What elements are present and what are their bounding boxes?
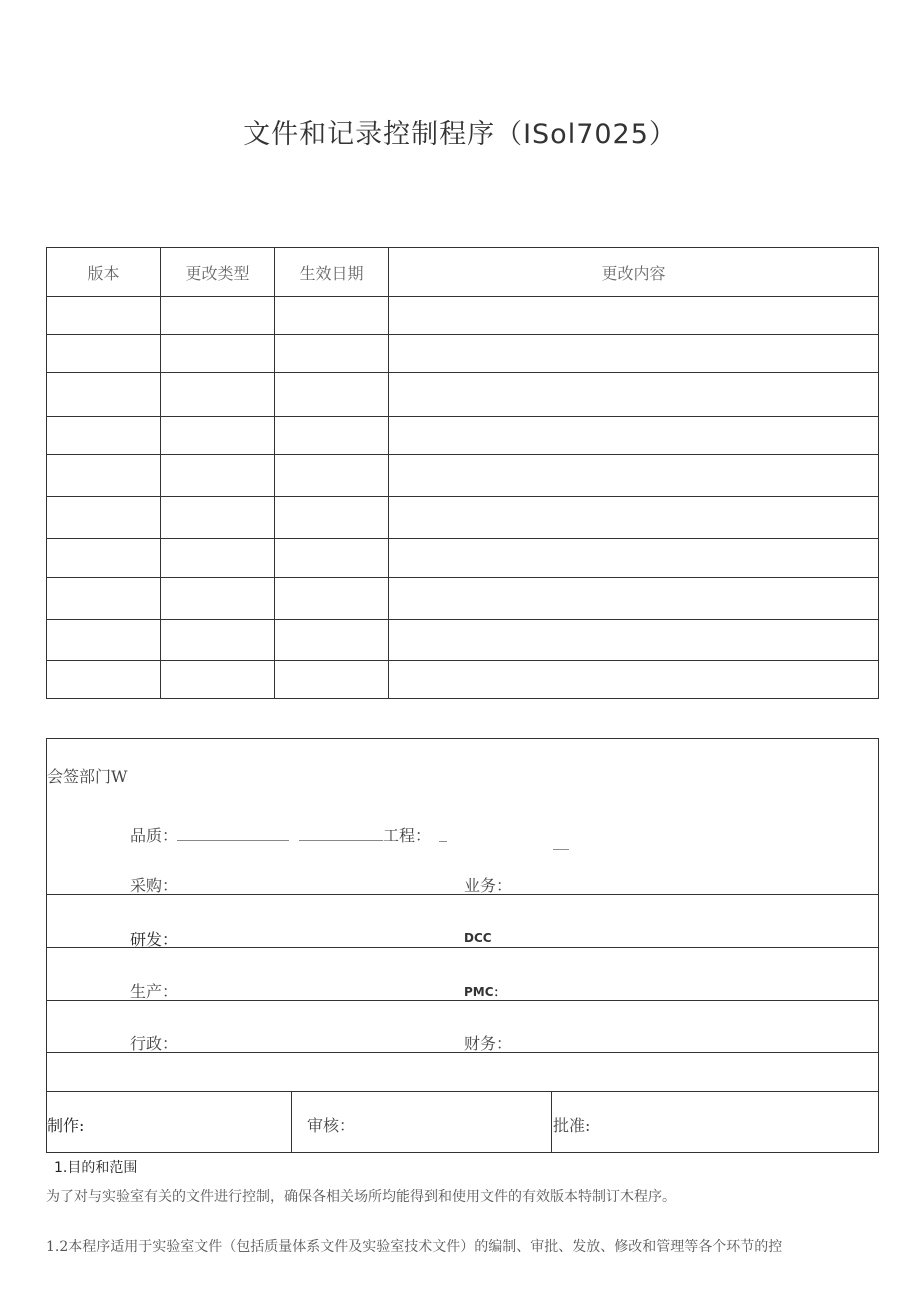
revision-cell[interactable] <box>275 620 389 661</box>
revision-cell[interactable] <box>275 417 389 455</box>
revision-row <box>47 335 879 373</box>
trailing-mark: __ <box>553 831 569 850</box>
section-heading: 1.目的和范围 <box>54 1160 138 1176</box>
revision-cell[interactable] <box>161 373 275 417</box>
revision-row <box>47 373 879 417</box>
production-label: 生产： <box>130 982 179 1001</box>
engineering-mark: _ <box>439 823 447 842</box>
revision-cell[interactable] <box>275 297 389 335</box>
revision-cell[interactable] <box>47 297 161 335</box>
finance-label: 财务： <box>464 1034 513 1053</box>
header-change-content: 更改内容 <box>389 248 879 297</box>
quality-signature-line[interactable] <box>177 840 289 841</box>
revision-cell[interactable] <box>389 661 879 699</box>
section-paragraph: 1.2本程序适用于实验室文件（包括质量体系文件及实验室技术文件）的编制、审批、发放、修改和管理等各个环节的控 <box>46 1239 783 1255</box>
revision-row <box>47 578 879 620</box>
revision-cell[interactable] <box>47 539 161 578</box>
revision-cell[interactable] <box>161 539 275 578</box>
revision-cell[interactable] <box>47 620 161 661</box>
approved-by-label: 批准: <box>553 1116 591 1135</box>
admin-label: 行政： <box>130 1034 179 1053</box>
revision-row <box>47 620 879 661</box>
revision-cell[interactable] <box>161 455 275 497</box>
header-change-type: 更改类型 <box>161 248 275 297</box>
revision-cell[interactable] <box>161 497 275 539</box>
revision-cell[interactable] <box>47 661 161 699</box>
revision-table <box>46 247 879 699</box>
revision-cell[interactable] <box>47 373 161 417</box>
revision-cell[interactable] <box>161 417 275 455</box>
revision-cell[interactable] <box>389 455 879 497</box>
revision-cell[interactable] <box>47 497 161 539</box>
revision-cell[interactable] <box>47 455 161 497</box>
header-version: 版本 <box>47 248 161 297</box>
revision-row <box>47 497 879 539</box>
revision-cell[interactable] <box>161 620 275 661</box>
revision-cell[interactable] <box>389 620 879 661</box>
revision-cell[interactable] <box>275 497 389 539</box>
revision-cell[interactable] <box>389 497 879 539</box>
revision-cell[interactable] <box>389 373 879 417</box>
revision-cell[interactable] <box>389 335 879 373</box>
revision-row <box>47 297 879 335</box>
engineering-label: 工程： <box>383 826 432 845</box>
section-paragraph: 为了对与实验室有关的文件进行控制，确保各相关场所均能得到和使用文件的有效版本特制订木程序。 <box>46 1189 676 1205</box>
revision-cell[interactable] <box>389 417 879 455</box>
revision-cell[interactable] <box>275 455 389 497</box>
dcc-label: DCC <box>464 931 492 945</box>
revision-cell[interactable] <box>275 373 389 417</box>
signoff-box <box>46 738 879 1153</box>
revision-row <box>47 455 879 497</box>
revision-cell[interactable] <box>47 335 161 373</box>
reviewed-by-label: 审核： <box>307 1116 356 1135</box>
revision-cell[interactable] <box>389 297 879 335</box>
header-effective-date: 生效日期 <box>275 248 389 297</box>
revision-cell[interactable] <box>47 417 161 455</box>
revision-cell[interactable] <box>275 578 389 620</box>
business-label: 业务： <box>464 876 513 895</box>
revision-cell[interactable] <box>161 297 275 335</box>
revision-cell[interactable] <box>275 539 389 578</box>
revision-row <box>47 661 879 699</box>
revision-row <box>47 539 879 578</box>
rd-label: 研发： <box>130 930 179 949</box>
revision-header-row <box>47 248 879 297</box>
revision-table-body <box>47 297 879 699</box>
signoff-heading: 会签部门W <box>47 767 128 786</box>
document-title: 文件和记录控制程序（ISol7025） <box>243 119 677 150</box>
signoff-column-divider <box>551 1091 552 1152</box>
revision-cell[interactable] <box>161 578 275 620</box>
revision-cell[interactable] <box>389 578 879 620</box>
revision-cell[interactable] <box>389 539 879 578</box>
purchasing-label: 采购： <box>130 876 179 895</box>
signoff-divider <box>47 1091 878 1092</box>
revision-cell[interactable] <box>161 661 275 699</box>
revision-row <box>47 417 879 455</box>
quality-signature-line[interactable] <box>299 840 383 841</box>
revision-cell[interactable] <box>275 335 389 373</box>
revision-cell[interactable] <box>161 335 275 373</box>
prepared-by-label: 制作: <box>47 1116 85 1135</box>
revision-cell[interactable] <box>47 578 161 620</box>
pmc-label: PMC： <box>464 985 506 999</box>
revision-cell[interactable] <box>275 661 389 699</box>
signoff-column-divider <box>291 1091 292 1152</box>
quality-label: 品质： <box>130 826 179 845</box>
